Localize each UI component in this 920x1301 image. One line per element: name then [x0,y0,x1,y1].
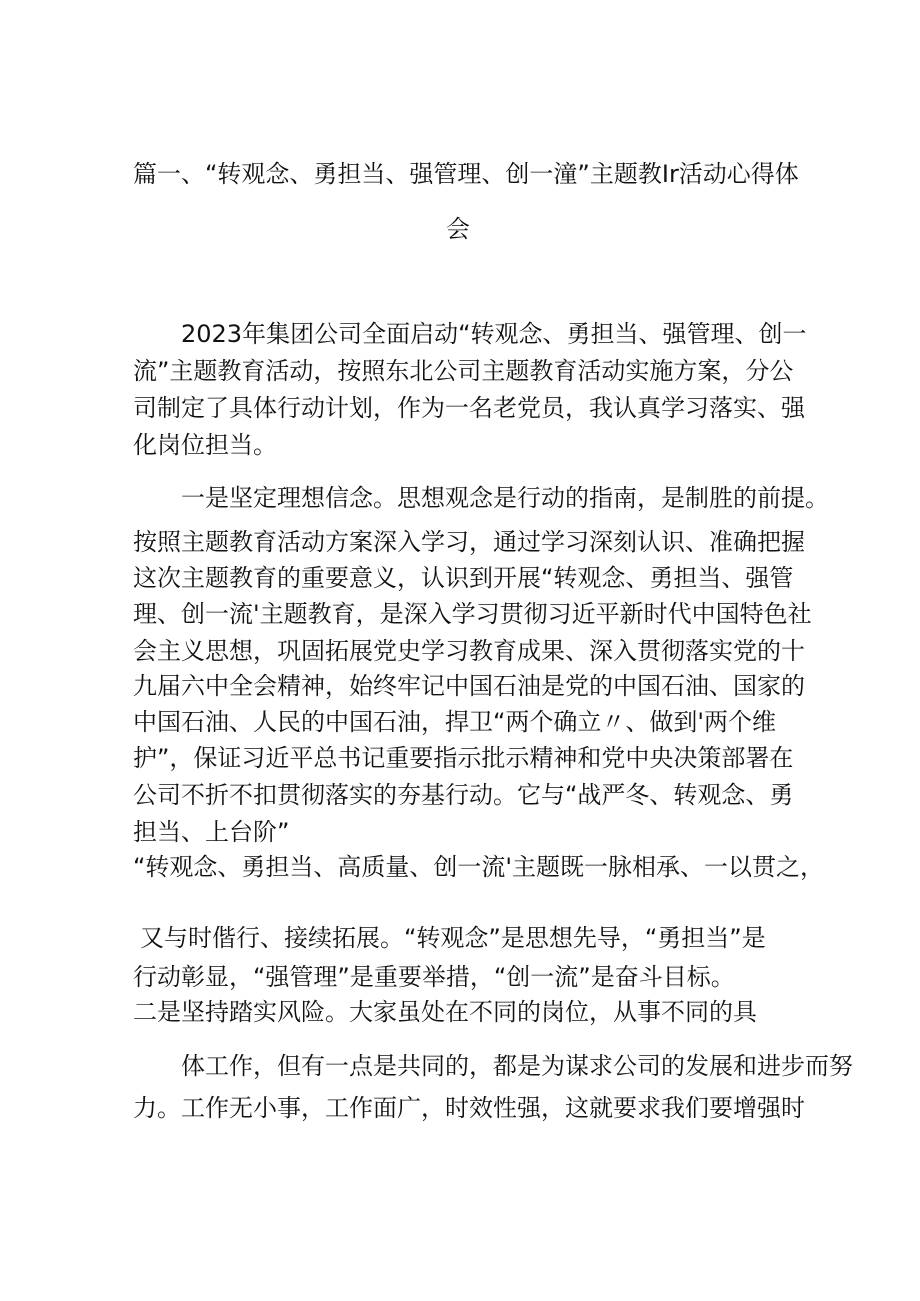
body-line-17: 行动彰显，“强管理”是重要举措，“创一流”是奋斗目标。 [133,963,735,991]
body-line-16: 又与时偕行、接续拓展。“转观念”是思想先导，“勇担当”是 [140,924,766,952]
body-line-20: 力。工作无小事，工作面广，时效性强，这就要求我们要增强时 [133,1094,805,1122]
body-line-6: 按照主题教育活动方案深入学习，通过学习深刻认识、准确把握 [133,528,805,556]
body-line-9: 会主义思想，巩固拓展党史学习教育成果、深入贯彻落实党的十 [133,637,805,665]
body-line-11: 中国石油、人民的中国石油，捍卫“两个确立〃、做到'两个维 [133,708,777,736]
body-line-12: 护”，保证习近平总书记重要指示批示精神和党中央决策部署在 [133,744,794,772]
body-line-3: 司制定了具体行动计划，作为一名老党员，我认真学习落实、强 [133,394,805,422]
body-line-2: 流”主题教育活动，按照东北公司主题教育活动实施方案，分公 [133,357,794,385]
body-line-15: “转观念、勇担当、高质量、创一流'主题既一脉相承、一以贯之， [133,853,825,881]
body-line-8: 理、创一流'主题教育，是深入学习贯彻习近平新时代中国特色社 [133,600,812,628]
document-title-line-1: 篇一、“转观念、勇担当、强管理、创一潼”主题教Ir活动心得体 [133,160,799,188]
body-line-19: 体工作，但有一点是共同的，都是为谋求公司的发展和进步而努 [181,1052,853,1080]
body-line-14: 担当、上台阶” [133,818,290,846]
body-line-4: 化岗位担当。 [133,431,277,459]
body-line-18: 二是坚持踏实风险。大家虽处在不同的岗位，从事不同的具 [133,998,757,1026]
body-line-5: 一是坚定理想信念。思想观念是行动的指南，是制胜的前提。 [181,484,829,512]
body-line-1: 2023年集团公司全面启动“转观念、勇担当、强管理、创一 [181,320,807,348]
body-line-7: 这次主题教育的重要意义，认识到开展“转观念、勇担当、强管 [133,564,794,592]
body-line-10: 九届六中全会精神，始终牢记中国石油是党的中国石油、国家的 [133,672,805,700]
document-title-line-2: 会 [446,215,470,243]
body-line-13: 公司不折不扣贯彻落实的夯基行动。它与“战严冬、转观念、勇 [133,781,794,809]
